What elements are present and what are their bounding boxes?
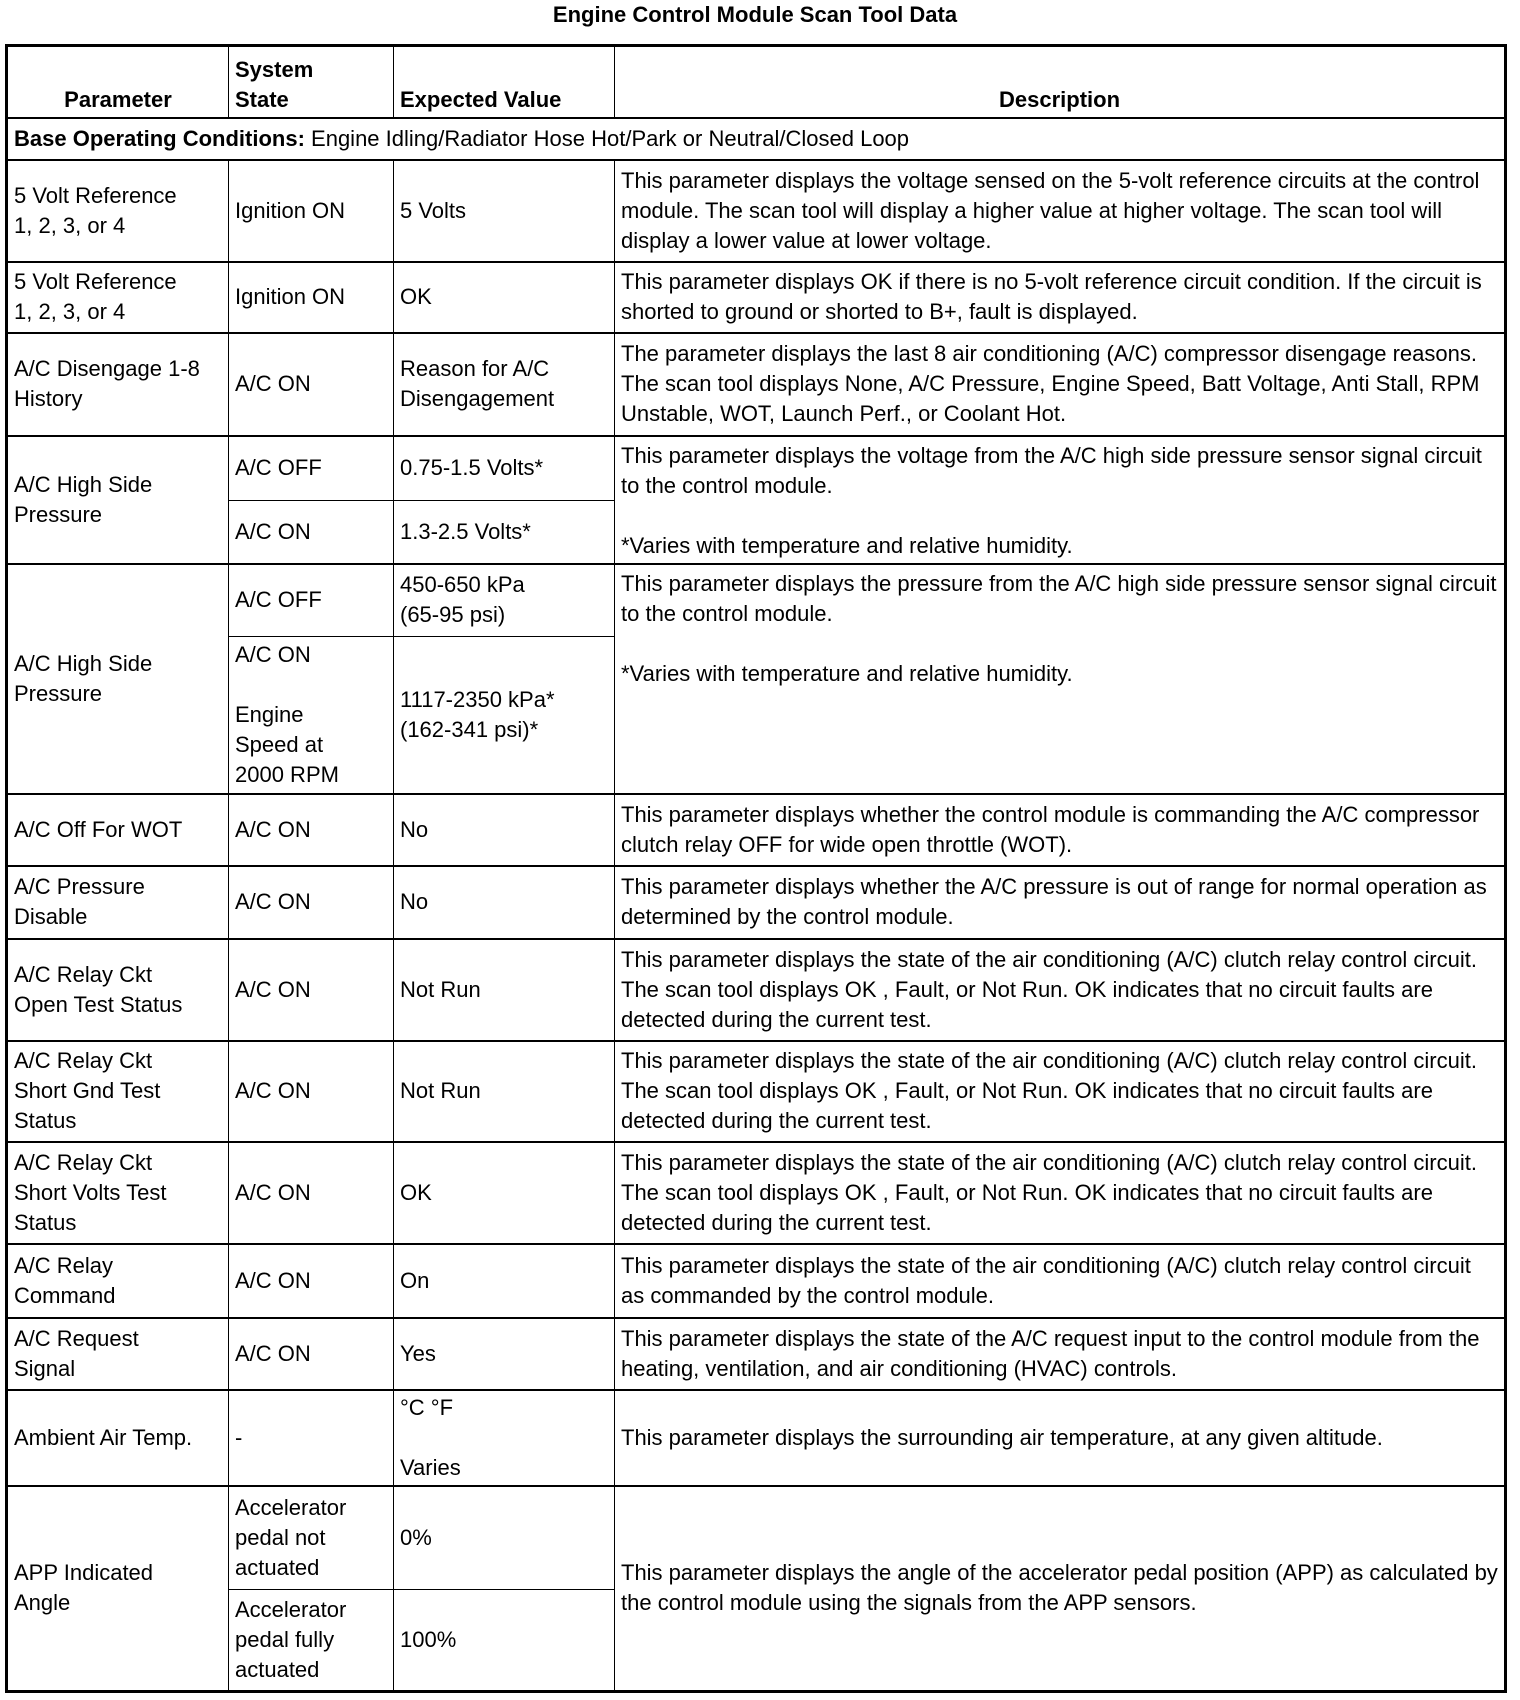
base-conditions	[7, 118, 1506, 160]
parameter-cell: A/C Relay Ckt Short Volts Test Status	[7, 1142, 229, 1244]
system-state-cell: A/C ON	[229, 333, 394, 436]
expected-value-cell: Not Run	[394, 939, 615, 1041]
parameter-cell: A/C Request Signal	[7, 1318, 229, 1390]
table-row	[7, 1244, 1506, 1318]
system-state-cell: A/C ON	[229, 500, 394, 564]
base-conditions-label: Base Operating Conditions:	[14, 125, 305, 151]
parameter-cell: 5 Volt Reference 1, 2, 3, or 4	[7, 262, 229, 333]
system-state-cell: A/C OFF	[229, 436, 394, 501]
table-row	[7, 564, 1506, 637]
parameter-cell: 5 Volt Reference 1, 2, 3, or 4	[7, 160, 229, 262]
parameter-cell: Ambient Air Temp.	[7, 1390, 229, 1486]
header-expected-value: Expected Value	[394, 46, 615, 118]
header-description: Description	[615, 46, 1506, 118]
system-state-cell: A/C ON Engine Speed at 2000 RPM	[229, 637, 394, 794]
table-row	[7, 939, 1506, 1041]
system-state-cell: A/C ON	[229, 1318, 394, 1390]
parameter-cell: A/C Relay Ckt Short Gnd Test Status	[7, 1041, 229, 1142]
system-state-cell: A/C OFF	[229, 564, 394, 637]
parameter-cell: A/C Pressure Disable	[7, 866, 229, 939]
table-row	[7, 1318, 1506, 1390]
description-cell: This parameter displays the angle of the accelerator pedal position (APP) as calculated by the control module using the signals from the APP sensors.	[615, 1486, 1506, 1692]
expected-value-cell: 1.3-2.5 Volts*	[394, 500, 615, 564]
expected-value-cell: 100%	[394, 1590, 615, 1692]
base-conditions-text: Engine Idling/Radiator Hose Hot/Park or Neutral/Closed Loop	[304, 125, 910, 151]
description-cell: This parameter displays the state of the air conditioning (A/C) clutch relay control circuit. The scan tool displays OK , Fault, or Not Run. OK indicates that no circuit faults are detected during the current test.	[615, 1041, 1506, 1142]
table-row	[7, 436, 1506, 501]
expected-value-cell: Reason for A/C Disengagement	[394, 333, 615, 436]
description-cell: This parameter displays the voltage from the A/C high side pressure sensor signal circuit to the control module. *Varies with temperature and relative humidity.	[615, 436, 1506, 564]
document-title: Engine Control Module Scan Tool Data	[552, 2, 958, 27]
expected-value-cell: OK	[394, 1142, 615, 1244]
parameter-cell: A/C High Side Pressure	[7, 564, 229, 794]
expected-value-cell: 450-650 kPa (65-95 psi)	[394, 564, 615, 637]
header-parameter: Parameter	[7, 46, 229, 118]
expected-value-cell: No	[394, 794, 615, 866]
expected-value-cell: °C °F Varies	[394, 1390, 615, 1486]
system-state-cell: -	[229, 1390, 394, 1486]
description-cell: This parameter displays the state of the air conditioning (A/C) clutch relay control circuit as commanded by the control module.	[615, 1244, 1506, 1318]
parameter-cell: A/C Relay Ckt Open Test Status	[7, 939, 229, 1041]
table-row	[7, 794, 1506, 866]
table-row	[7, 262, 1506, 333]
description-cell: This parameter displays the surrounding air temperature, at any given altitude.	[615, 1390, 1506, 1486]
description-cell: This parameter displays the state of the air conditioning (A/C) clutch relay control circuit. The scan tool displays OK , Fault, or Not Run. OK indicates that no circuit faults are detected during the current test.	[615, 939, 1506, 1041]
expected-value-cell: 0%	[394, 1486, 615, 1590]
system-state-cell: A/C ON	[229, 1142, 394, 1244]
expected-value-cell: Not Run	[394, 1041, 615, 1142]
description-cell: This parameter displays OK if there is no 5-volt reference circuit condition. If the circuit is shorted to ground or shorted to B+, fault is displayed.	[615, 262, 1506, 333]
parameter-cell: A/C High Side Pressure	[7, 436, 229, 564]
system-state-cell: A/C ON	[229, 794, 394, 866]
description-cell: This parameter displays whether the A/C pressure is out of range for normal operation as determined by the control module.	[615, 866, 1506, 939]
parameter-cell: APP Indicated Angle	[7, 1486, 229, 1692]
table-row	[7, 1142, 1506, 1244]
table-row	[7, 866, 1506, 939]
expected-value-cell: No	[394, 866, 615, 939]
system-state-cell: Ignition ON	[229, 160, 394, 262]
parameter-cell: A/C Off For WOT	[7, 794, 229, 866]
description-cell: This parameter displays the pressure from the A/C high side pressure sensor signal circuit to the control module. *Varies with temperature and relative humidity.	[615, 564, 1506, 794]
table-row	[7, 1041, 1506, 1142]
expected-value-cell: 0.75-1.5 Volts*	[394, 436, 615, 501]
system-state-cell: Accelerator pedal fully actuated	[229, 1590, 394, 1692]
description-cell: This parameter displays the state of the air conditioning (A/C) clutch relay control circuit. The scan tool displays OK , Fault, or Not Run. OK indicates that no circuit faults are detected during the current test.	[615, 1142, 1506, 1244]
system-state-cell: A/C ON	[229, 1244, 394, 1318]
system-state-cell: A/C ON	[229, 866, 394, 939]
parameter-cell: A/C Disengage 1-8 History	[7, 333, 229, 436]
expected-value-cell: Yes	[394, 1318, 615, 1390]
parameter-cell: A/C Relay Command	[7, 1244, 229, 1318]
header-system-state: System State	[229, 46, 394, 118]
description-cell: This parameter displays whether the control module is commanding the A/C compressor clutch relay OFF for wide open throttle (WOT).	[615, 794, 1506, 866]
expected-value-cell: On	[394, 1244, 615, 1318]
scan-tool-data-table	[5, 44, 1507, 1693]
description-cell: The parameter displays the last 8 air conditioning (A/C) compressor disengage reasons. The scan tool displays None, A/C Pressure, Engine Speed, Batt Voltage, Anti Stall, RPM Unstable, WOT, Launch Perf., or Coolant Hot.	[615, 333, 1506, 436]
table-row	[7, 1486, 1506, 1590]
expected-value-cell: OK	[394, 262, 615, 333]
description-cell: This parameter displays the voltage sensed on the 5-volt reference circuits at the control module. The scan tool will display a higher value at higher voltage. The scan tool will display a lower value at lower voltage.	[615, 160, 1506, 262]
table-row	[7, 333, 1506, 436]
base-conditions-row	[7, 118, 1506, 160]
system-state-cell: A/C ON	[229, 1041, 394, 1142]
table-row	[7, 1390, 1506, 1486]
system-state-cell: A/C ON	[229, 939, 394, 1041]
header-row	[7, 46, 1506, 118]
expected-value-cell: 5 Volts	[394, 160, 615, 262]
system-state-cell: Ignition ON	[229, 262, 394, 333]
expected-value-cell: 1117-2350 kPa* (162-341 psi)*	[394, 637, 615, 794]
table-row	[7, 160, 1506, 262]
description-cell: This parameter displays the state of the A/C request input to the control module from the heating, ventilation, and air conditioning (HVAC) controls.	[615, 1318, 1506, 1390]
system-state-cell: Accelerator pedal not actuated	[229, 1486, 394, 1590]
